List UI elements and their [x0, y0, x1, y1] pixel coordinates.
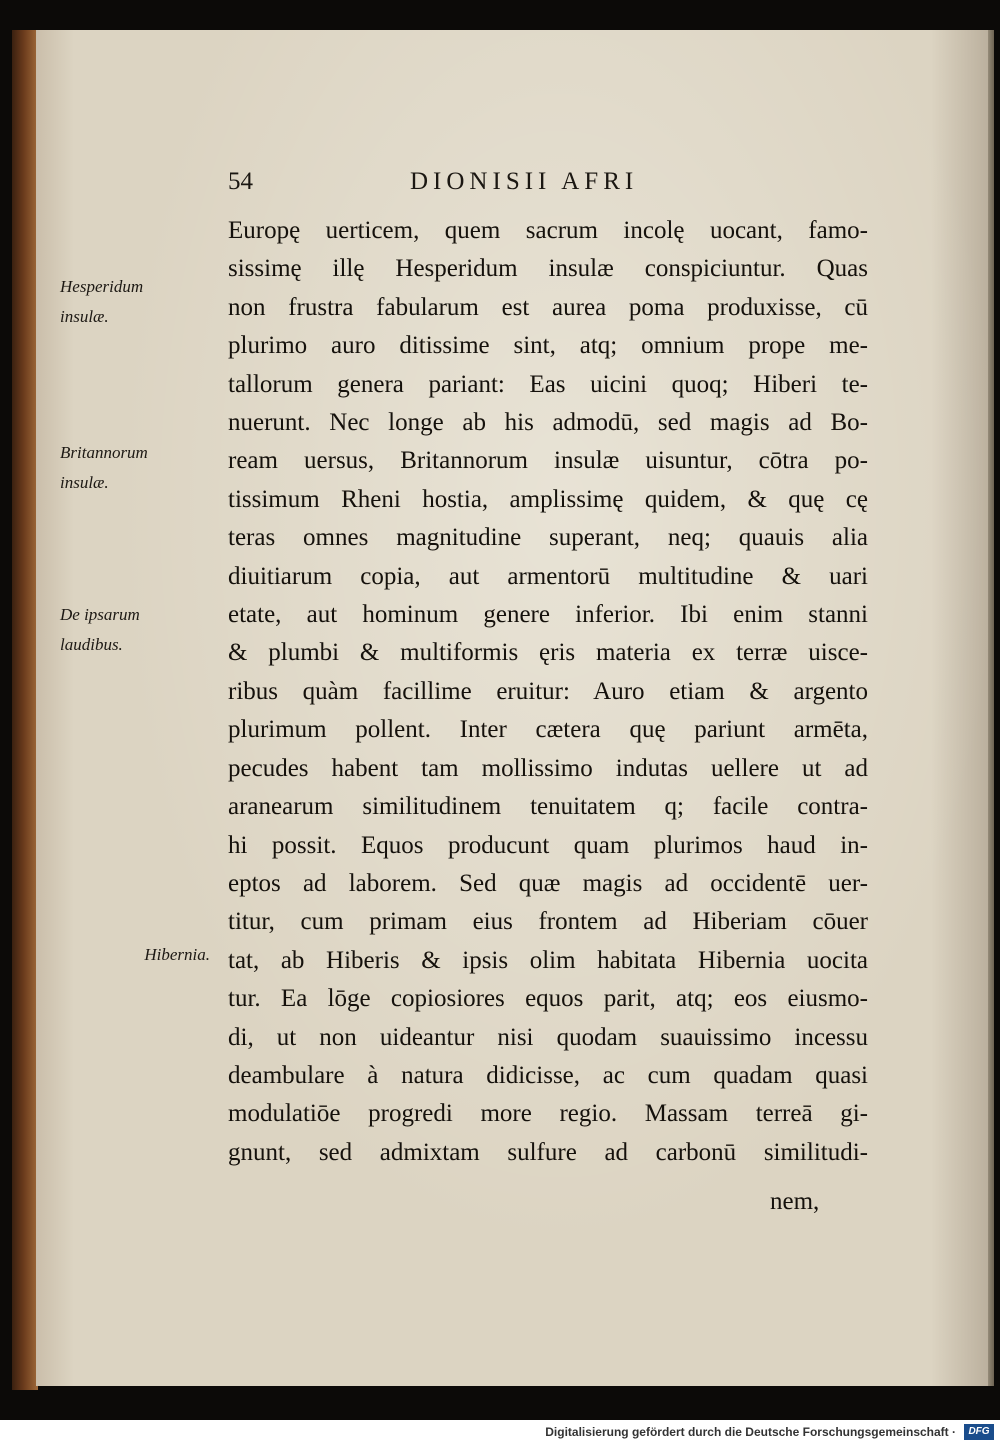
text-line: deambulare à natura didicisse, ac cum quadam quasi [228, 1061, 868, 1089]
text-line: non frustra fabularum est aurea poma produxisse, cū [228, 293, 868, 321]
text-line: di, ut non uideantur nisi quodam suauissimo incessu [228, 1023, 868, 1051]
catchword: nem, [770, 1188, 820, 1215]
marginal-note-line: insulæ. [60, 307, 109, 326]
text-line: hi possit. Equos producunt quam plurimos haud in- [228, 831, 868, 859]
text-line: teras omnes magnitudine superant, neq; quauis alia [228, 524, 868, 552]
text-line: tur. Ea lōge copiosiores equos parit, atq; eos eiusmo- [228, 985, 868, 1013]
page-number: 54 [228, 168, 253, 195]
book-edge-left [12, 30, 38, 1390]
text-line: etate, aut hominum genere inferior. Ibi enim stanni [228, 601, 868, 629]
text-line: eptos ad laborem. Sed quæ magis ad occidentē uer- [228, 869, 868, 897]
text-line: diuitiarum copia, aut armentorū multitudine & uari [228, 562, 868, 590]
text-line: sissimę illę Hesperidum insulæ conspiciuntur. Quas [228, 255, 868, 283]
marginal-note-line: laudibus. [60, 635, 123, 654]
marginal-note-line: Britannorum [60, 443, 148, 462]
digitization-footer [0, 1420, 1000, 1447]
text-line: gnunt, sed admixtam sulfure ad carbonū similitudi- [228, 1138, 868, 1166]
text-line: ribus quàm facillime eruitur: Auro etiam & argento [228, 677, 868, 705]
marginal-note-britannorum [60, 438, 210, 498]
running-title: DIONISII AFRI [410, 168, 639, 195]
marginal-note-line: Hesperidum [60, 277, 144, 296]
text-line: tallorum genera pariant: Eas uicini quoq; Hiberi te- [228, 370, 868, 398]
funding-notice: Digitalisierung gefördert durch die Deutsche Forschungsgemeinschaft · [545, 1425, 956, 1439]
marginal-note-hibernia [60, 940, 210, 970]
text-line: Europę uerticem, quem sacrum incolę uocant, famo- [228, 217, 868, 244]
text-line: ream uersus, Britannorum insulæ uisuntur, cōtra po- [228, 447, 868, 475]
text-line: modulatiōe progredi more regio. Massam terreā gi- [228, 1100, 868, 1128]
text-line: nuerunt. Nec longe ab his admodū, sed magis ad Bo- [228, 409, 868, 437]
text-line: plurimum pollent. Inter cætera quę pariunt armēta, [228, 716, 868, 744]
marginal-note-line: insulæ. [60, 473, 109, 492]
running-head [228, 168, 758, 202]
text-line: titur, cum primam eius frontem ad Hiberiam cōuer [228, 908, 868, 936]
text-line: tissimum Rheni hostia, amplissimę quidem, & quę cę [228, 485, 868, 513]
marginal-note-line: De ipsarum [60, 605, 140, 624]
marginal-note-de-ipsarum [60, 600, 210, 660]
text-line: aranearum similitudinem tenuitatem q; facile contra- [228, 793, 868, 821]
main-text-block [228, 212, 868, 1172]
dfg-logo-icon: DFG [964, 1424, 994, 1440]
text-line: & plumbi & multiformis ęris materia ex terræ uisce- [228, 639, 868, 667]
marginal-note-hesperidum [60, 272, 210, 332]
text-line: tat, ab Hiberis & ipsis olim habitata Hibernia uocita [228, 946, 868, 974]
text-line: pecudes habent tam mollissimo indutas uellere ut ad [228, 754, 868, 782]
text-line: plurimo auro ditissime sint, atq; omnium prope me- [228, 332, 868, 360]
marginal-note-line: Hibernia. [144, 945, 210, 964]
